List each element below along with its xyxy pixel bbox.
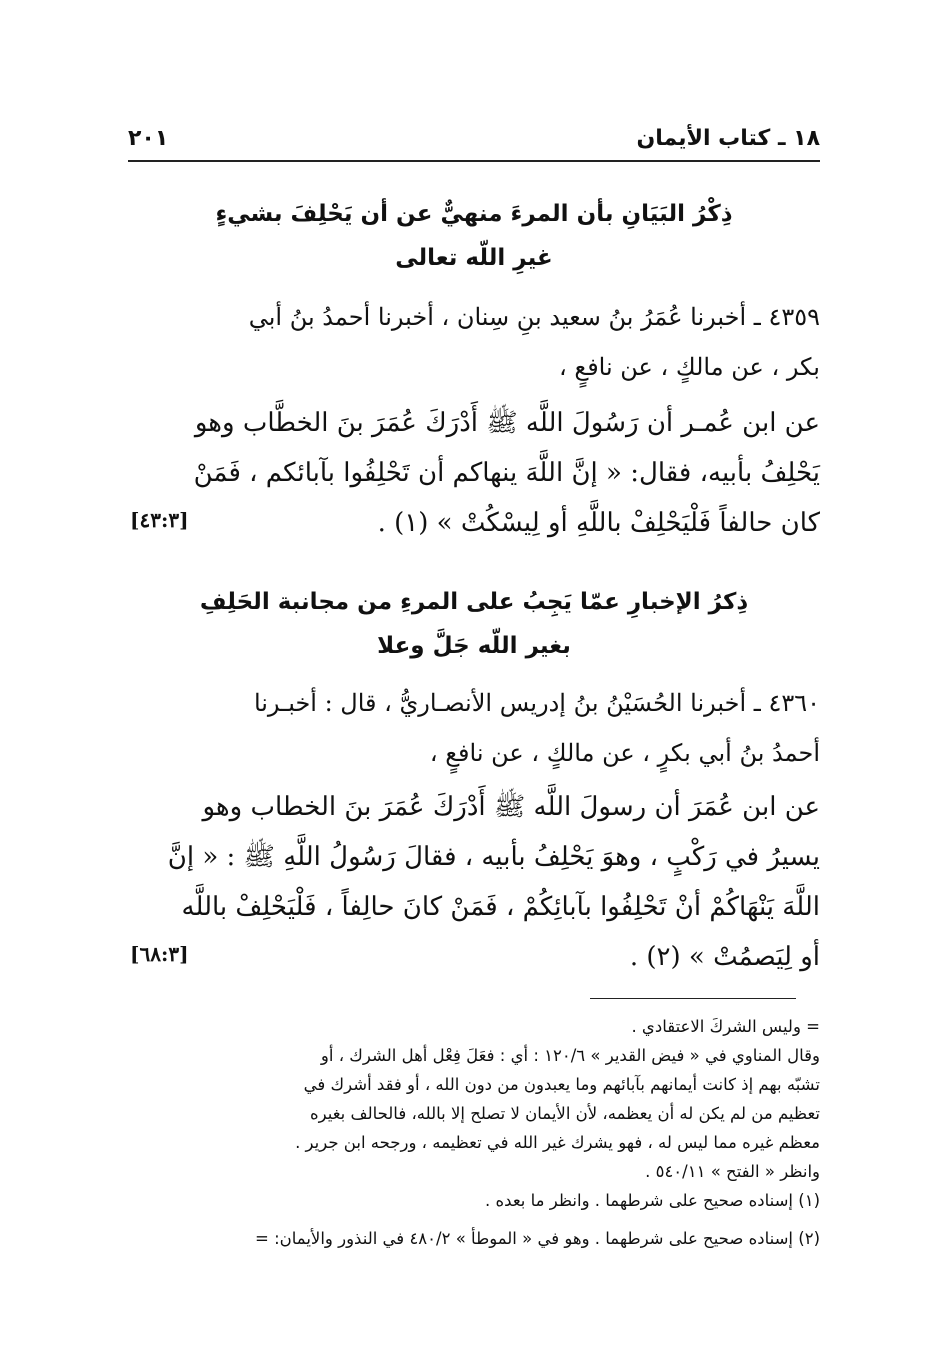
hadith-matn	[128, 782, 820, 982]
chapter-title: ١٨ ـ كتاب الأيمان	[636, 125, 820, 151]
matn-line: عن ابن عُمـر أن رَسُولَ اللَّه ﷺ أَدْرَكَ عُمَرَ بنَ الخطَّاب وهو	[194, 408, 820, 438]
heading-line: بغير اللّه جَلَّ وعلا	[377, 633, 571, 659]
header-divider	[128, 160, 820, 162]
isnad-line: ٤٣٦٠ ـ أخبرنا الحُسَيْنُ بنُ إدريس الأنصـاريُّ ، قال : أخبـرنا	[253, 689, 820, 717]
hadith-isnad	[128, 292, 820, 392]
page-number: ٢٠١	[128, 125, 169, 151]
footnote-line: (١) إسناده صحيح على شرطهما . وانظر ما بعده .	[485, 1191, 820, 1210]
footnote-line: معظم غيره مما ليس له ، فهو يشرك غير الله في تعظيمه ، ورجحه ابن جرير .	[295, 1133, 820, 1152]
source-reference: [٤٣:٣]	[130, 508, 189, 532]
footnote-line: وقال المناوي في « فيض القدير » ١٢٠/٦ : أي : فعَلَ فِعْل أهل الشرك ، أو	[320, 1046, 820, 1065]
hadith-matn	[128, 398, 820, 548]
footnote-continuation	[118, 1012, 820, 1186]
footnote-2	[118, 1224, 820, 1253]
isnad-line: ٤٣٥٩ ـ أخبرنا عُمَرُ بنُ سعيد بنِ سِنان ، أخبرنا أحمدُ بنُ أبي	[248, 303, 820, 331]
footnote-line: تعظيم من لم يكن له أن يعظمه، لأن الأيمان لا تصلح إلا بالله، فالحالف بغيره	[309, 1104, 820, 1123]
matn-line: عن ابن عُمَرَ أن رسولَ اللَّه ﷺ أَدْرَكَ عُمَرَ بنَ الخطاب وهو	[202, 792, 820, 822]
heading-line: غيرِ اللّه تعالى	[395, 245, 553, 271]
footnote-1	[118, 1186, 820, 1215]
footnote-line: (٢) إسناده صحيح على شرطهما . وهو في « الموطأ » ٤٨٠/٢ في النذور والأيمان: =	[255, 1229, 820, 1248]
matn-line: يَحْلِفُ بأبيه، فقال: « إنَّ اللَّهَ ينهاكم أن تَحْلِفُوا بآبائكم ، فَمَنْ	[193, 458, 820, 488]
section-heading	[128, 580, 820, 668]
source-reference: [٦٨:٣]	[130, 942, 189, 966]
footnote-line: وانظر « الفتح » ٥٤٠/١١ .	[645, 1162, 820, 1181]
footnote-divider	[590, 998, 796, 999]
matn-line: كان حالفاً فَلْيَحْلِفْ باللَّهِ أو لِيسْكُتْ » (١) .	[377, 508, 820, 538]
isnad-line: بكر ، عن مالكٍ ، عن نافعٍ ،	[559, 353, 820, 381]
matn-line: أو لِيَصمُتْ » (٢) .	[629, 942, 820, 972]
footnote-line: تشبّه بهم إذ كانت أيمانهم بآبائهم وما يعبدون من دون الله ، أو فقد أشرك في	[303, 1075, 820, 1094]
section-heading	[128, 192, 820, 280]
matn-line: يسيرُ في رَكْبٍ ، وهوَ يَحْلِفُ بأبيه ، فقالَ رَسُولُ اللَّهِ ﷺ : « إنَّ	[167, 842, 820, 872]
matn-line: اللَّهَ يَنْهَاكُمْ أنْ تَحْلِفُوا بآبائِكُمْ ، فَمَنْ كانَ حالِفاً ، فَلْيَحْلِفْ باللَّه	[181, 892, 820, 922]
running-header	[128, 118, 820, 158]
heading-line: ذِكْرُ البَيَانِ بأن المرءَ منهيٌّ عن أن يَحْلِفَ بشيءٍ	[215, 201, 733, 227]
isnad-line: أحمدُ بنُ أبي بكرٍ ، عن مالكٍ ، عن نافعٍ ،	[429, 739, 820, 767]
heading-line: ذِكرُ الإخبارِ عمّا يَجِبُ على المرءِ من مجانبة الحَلِفِ	[199, 589, 749, 615]
footnote-line: = وليس الشركَ الاعتقادي .	[631, 1017, 820, 1036]
hadith-isnad	[128, 678, 820, 778]
